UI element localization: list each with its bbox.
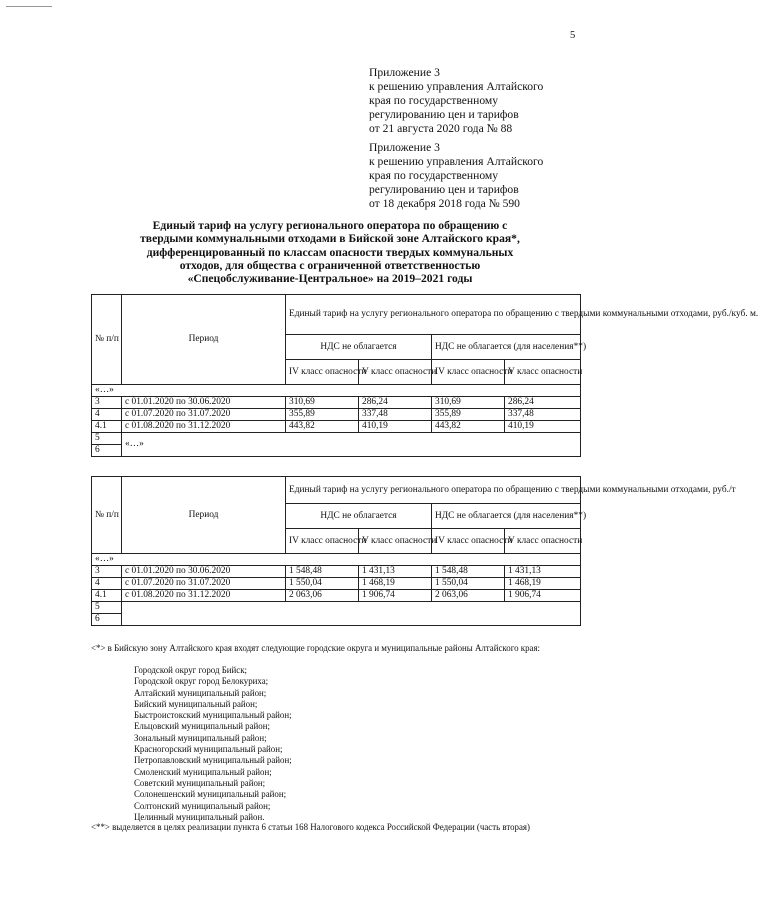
value-cell: 337,48 bbox=[505, 409, 581, 421]
value-cell: 286,24 bbox=[359, 397, 432, 409]
district-list bbox=[134, 665, 292, 823]
appendix-line: регулированию цен и тарифов bbox=[369, 183, 519, 196]
title-line: «Спецобслуживание-Центральное» на 2019–2021 годы bbox=[187, 272, 473, 286]
row-number: 5 bbox=[92, 433, 122, 445]
row-period: с 01.01.2020 по 30.06.2020 bbox=[122, 397, 286, 409]
list-item: Городской округ город Бийск; bbox=[134, 665, 248, 675]
col-header-class-4: IV класс опасности bbox=[286, 360, 359, 385]
value-cell: 2 063,06 bbox=[432, 590, 505, 602]
col-header-number: № п/п bbox=[92, 477, 122, 554]
document-title bbox=[120, 219, 540, 285]
table-row bbox=[92, 421, 581, 433]
value-cell: 410,19 bbox=[505, 421, 581, 433]
value-cell: 310,69 bbox=[286, 397, 359, 409]
value-cell: 1 431,13 bbox=[505, 566, 581, 578]
page-number: 5 bbox=[570, 30, 576, 41]
value-cell: 1 550,04 bbox=[286, 578, 359, 590]
list-item: Зональный муниципальный район; bbox=[134, 732, 267, 743]
list-item: Бийский муниципальный район; bbox=[134, 698, 258, 709]
appendix-line: к решению управления Алтайского bbox=[369, 155, 544, 168]
row-number: 3 bbox=[92, 566, 122, 578]
value-cell: 337,48 bbox=[359, 409, 432, 421]
value-cell: 443,82 bbox=[286, 421, 359, 433]
col-header-class-5: V класс опасности bbox=[359, 360, 432, 385]
empty-cell bbox=[122, 602, 581, 626]
list-item: Смоленский муниципальный район; bbox=[134, 766, 272, 777]
appendix-line: края по государственному bbox=[369, 169, 499, 182]
appendix-line: Приложение 3 bbox=[369, 141, 440, 154]
table-row bbox=[92, 590, 581, 602]
value-cell: 1 550,04 bbox=[432, 578, 505, 590]
row-number: 4.1 bbox=[92, 590, 122, 602]
col-header-number: № п/п bbox=[92, 295, 122, 385]
tariff-table-volume bbox=[91, 294, 758, 457]
col-header-period: Период bbox=[122, 295, 286, 385]
list-item: Ельцовский муниципальный район; bbox=[134, 721, 270, 732]
footnote-zone bbox=[91, 643, 581, 654]
row-number: 4 bbox=[92, 578, 122, 590]
row-number: 5 bbox=[92, 602, 122, 614]
value-cell: 355,89 bbox=[432, 409, 505, 421]
row-period: с 01.07.2020 по 31.07.2020 bbox=[122, 578, 286, 590]
appendix-line: регулированию цен и тарифов bbox=[369, 108, 519, 121]
row-period: с 01.07.2020 по 31.07.2020 bbox=[122, 409, 286, 421]
value-cell: 1 906,74 bbox=[359, 590, 432, 602]
value-cell: 286,24 bbox=[505, 397, 581, 409]
list-item: Целинный муниципальный район. bbox=[134, 811, 265, 822]
value-cell: 1 468,19 bbox=[505, 578, 581, 590]
value-cell: 355,89 bbox=[286, 409, 359, 421]
appendix-line: от 18 декабря 2018 года № 590 bbox=[369, 197, 520, 210]
appendix-line: Приложение 3 bbox=[369, 66, 440, 79]
col-header-class-4: IV класс опасности bbox=[286, 529, 359, 554]
col-header-period: Период bbox=[122, 477, 286, 554]
omitted-rows-marker: «…» bbox=[122, 433, 581, 457]
footnote-vat bbox=[91, 822, 581, 833]
table-row bbox=[92, 409, 581, 421]
omitted-rows-marker: «…» bbox=[92, 554, 581, 566]
value-cell: 1 548,48 bbox=[432, 566, 505, 578]
row-period: с 01.08.2020 по 31.12.2020 bbox=[122, 590, 286, 602]
appendix-line: от 21 августа 2020 года № 88 bbox=[369, 122, 513, 135]
col-header-tariff: Единый тариф на услугу регионального оператора по обращению с твердыми коммунальными отходами, руб./куб. м. bbox=[286, 295, 581, 335]
row-number: 4 bbox=[92, 409, 122, 421]
footnote-text: <*> в Бийскую зону Алтайского края входят следующие городские округа и муниципальные районы Алтайского края: bbox=[91, 643, 541, 653]
row-number: 3 bbox=[92, 397, 122, 409]
appendix-line: края по государственному bbox=[369, 94, 499, 107]
appendix-line: к решению управления Алтайского bbox=[369, 80, 544, 93]
appendix-current bbox=[369, 66, 543, 136]
table-row bbox=[92, 566, 581, 578]
tariff-table-weight bbox=[91, 476, 736, 626]
footnote-text: <**> выделяется в целях реализации пункта 6 статьи 168 Налогового кодекса Российской Федерации (часть вторая) bbox=[91, 822, 530, 832]
omitted-rows-marker: «…» bbox=[92, 385, 581, 397]
list-item: Алтайский муниципальный район; bbox=[134, 687, 267, 698]
col-header-class-5: V класс опасности bbox=[505, 360, 581, 385]
value-cell: 2 063,06 bbox=[286, 590, 359, 602]
col-header-class-4: IV класс опасности bbox=[432, 360, 505, 385]
list-item: Красногорский муниципальный район; bbox=[134, 744, 283, 755]
value-cell: 1 431,13 bbox=[359, 566, 432, 578]
list-item: Петропавловский муниципальный район; bbox=[134, 755, 292, 766]
list-item: Солонешенский муниципальный район; bbox=[134, 789, 287, 800]
value-cell: 443,82 bbox=[432, 421, 505, 433]
header-rule bbox=[6, 6, 52, 7]
col-header-vat-free-population: НДС не облагается (для населения**) bbox=[432, 335, 581, 360]
table-row bbox=[92, 397, 581, 409]
value-cell: 1 548,48 bbox=[286, 566, 359, 578]
title-line: твердыми коммунальными отходами в Бийской зоне Алтайского края*, bbox=[140, 232, 520, 246]
col-header-class-5: V класс опасности bbox=[505, 529, 581, 554]
col-header-vat-free: НДС не облагается bbox=[286, 504, 432, 529]
col-header-vat-free-population: НДС не облагается (для населения**) bbox=[432, 504, 581, 529]
title-line: отходов, для общества с ограниченной ответственностью bbox=[179, 258, 481, 272]
title-line: Единый тариф на услугу регионального оператора по обращению с bbox=[152, 219, 508, 232]
row-period: с 01.01.2020 по 30.06.2020 bbox=[122, 566, 286, 578]
row-number: 6 bbox=[92, 445, 122, 457]
title-line: дифференцированный по классам опасности твердых коммунальных bbox=[146, 245, 514, 259]
col-header-tariff: Единый тариф на услугу регионального оператора по обращению с твердыми коммунальными отходами, руб./т bbox=[286, 477, 581, 504]
col-header-class-4: IV класс опасности bbox=[432, 529, 505, 554]
table-row bbox=[92, 578, 581, 590]
value-cell: 410,19 bbox=[359, 421, 432, 433]
col-header-vat-free: НДС не облагается bbox=[286, 335, 432, 360]
list-item: Солтонский муниципальный район; bbox=[134, 800, 271, 811]
value-cell: 310,69 bbox=[432, 397, 505, 409]
list-item: Советский муниципальный район; bbox=[134, 777, 266, 788]
value-cell: 1 468,19 bbox=[359, 578, 432, 590]
appendix-previous bbox=[369, 141, 543, 211]
col-header-class-5: V класс опасности bbox=[359, 529, 432, 554]
list-item: Быстроистокский муниципальный район; bbox=[134, 710, 292, 721]
row-period: с 01.08.2020 по 31.12.2020 bbox=[122, 421, 286, 433]
row-number: 4.1 bbox=[92, 421, 122, 433]
row-number: 6 bbox=[92, 614, 122, 626]
list-item: Городской округ город Белокуриха; bbox=[134, 676, 269, 687]
value-cell: 1 906,74 bbox=[505, 590, 581, 602]
